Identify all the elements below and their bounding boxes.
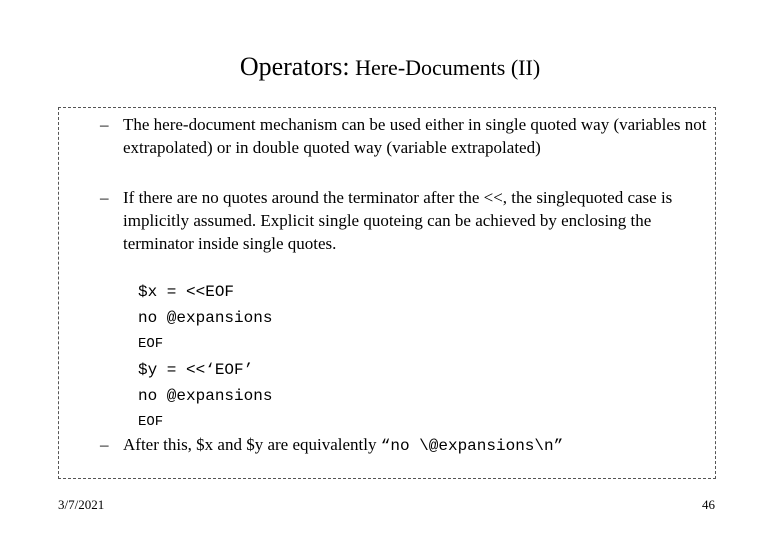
title-main: Operators: bbox=[239, 52, 350, 81]
code-block bbox=[138, 279, 272, 435]
code-line: no @expansions bbox=[138, 387, 273, 405]
code-line: no @expansions bbox=[138, 309, 273, 327]
bullet-text bbox=[123, 433, 723, 458]
code-line: $y = <<‘EOF’ bbox=[138, 361, 254, 379]
bullet-text-prefix: After this, $x and $y are equivalently bbox=[123, 435, 381, 454]
bullet-text: The here-document mechanism can be used either in single quoted way (variables not extrapolated) or in double quoted way (variable extrapolated) bbox=[123, 115, 707, 157]
inline-code: “no \@expansions\n” bbox=[380, 437, 564, 455]
bullet-text: If there are no quotes around the terminator after the <<, the singlequoted case is implicitly assumed. Explicit single quoteing can be achieved by enclosing the terminator inside single quotes. bbox=[123, 188, 673, 253]
footer-date: 3/7/2021 bbox=[58, 497, 105, 512]
code-line: EOF bbox=[138, 414, 164, 430]
bullet-dash: – bbox=[100, 435, 109, 454]
bullet-dash: – bbox=[100, 188, 109, 207]
code-line: $x = <<EOF bbox=[138, 283, 235, 301]
page-number: 46 bbox=[702, 497, 715, 512]
bullet-dash: – bbox=[100, 115, 109, 134]
code-line: EOF bbox=[138, 336, 164, 352]
slide-title bbox=[0, 52, 780, 82]
title-sub: Here-Documents (II) bbox=[349, 55, 541, 80]
